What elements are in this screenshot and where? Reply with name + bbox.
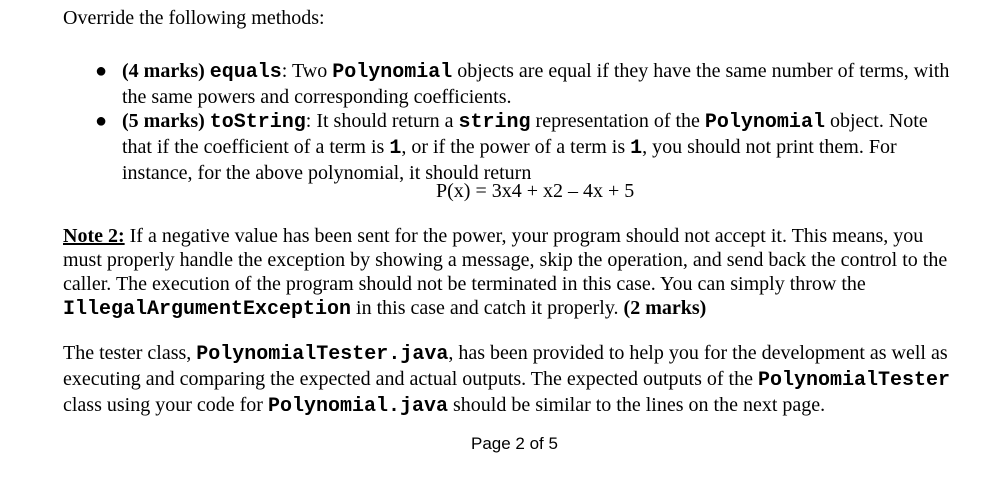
bullet-dot-icon: ● <box>95 60 108 82</box>
note-label: Note 2: <box>63 225 125 247</box>
text: should be similar to the lines on the next page. <box>447 394 826 416</box>
text: , or if the power of a term is <box>401 136 631 158</box>
paragraph-line: caller. The execution of the program should not be terminated in this case. You can simply throw the <box>63 273 866 295</box>
method-name: equals <box>209 61 282 84</box>
file-name: PolynomialTester.java <box>196 343 449 366</box>
paragraph-line <box>63 341 963 367</box>
bullet-line <box>122 135 965 161</box>
file-name: Polynomial.java <box>267 395 448 418</box>
text: representation of the <box>530 110 705 132</box>
exception-name: IllegalArgumentException <box>63 298 352 321</box>
polynomial-formula: P(x) = 3x4 + x2 – 4x + 5 <box>436 180 635 202</box>
class-name: Polynomial <box>704 111 825 134</box>
bullet-line: the same powers and corresponding coefficients. <box>122 86 512 108</box>
code-value: 1 <box>389 137 402 160</box>
type-name: string <box>458 111 531 134</box>
bullet-line: instance, for the above polynomial, it should return <box>122 162 532 184</box>
marks-label: (4 marks) <box>122 60 205 82</box>
method-name: toString <box>209 111 306 134</box>
text: in this case and catch it properly. <box>351 297 624 319</box>
text: that if the coefficient of a term is <box>122 136 390 158</box>
marks-label: (2 marks) <box>623 297 707 319</box>
text: , you should not print them. For <box>642 136 897 158</box>
text: : It should return a <box>305 110 459 132</box>
bullet-dot-icon: ● <box>95 110 108 132</box>
text: object. Note <box>824 110 928 132</box>
text: : Two <box>281 60 333 82</box>
class-name: PolynomialTester <box>757 369 950 392</box>
tester-paragraph <box>63 341 963 419</box>
list-item-tostring <box>95 109 965 185</box>
text: If a negative value has been sent for the power, your program should not accept it. This means, you <box>124 225 924 247</box>
text: The tester class, <box>63 342 197 364</box>
text: class using your code for <box>63 394 268 416</box>
class-name: Polynomial <box>332 61 453 84</box>
paragraph-line <box>63 296 963 322</box>
bullet-line <box>122 109 965 135</box>
marks-label: (5 marks) <box>122 110 205 132</box>
bullet-line <box>122 59 965 85</box>
page-number: Page 2 of 5 <box>471 434 558 453</box>
list-item-equals <box>95 59 965 109</box>
method-list <box>95 59 965 185</box>
code-value: 1 <box>630 137 643 160</box>
paragraph-line <box>63 224 963 248</box>
paragraph-line <box>63 367 963 393</box>
note-2-paragraph <box>63 224 963 322</box>
text: , has been provided to help you for the development as well as <box>448 342 948 364</box>
paragraph-line <box>63 393 963 419</box>
instruction-heading: Override the following methods: <box>63 7 325 29</box>
paragraph-line: must properly handle the exception by showing a message, skip the operation, and send back the control to the <box>63 249 948 271</box>
text: executing and comparing the expected and actual outputs. The expected outputs of the <box>63 368 758 390</box>
text: objects are equal if they have the same number of terms, with <box>452 60 950 82</box>
